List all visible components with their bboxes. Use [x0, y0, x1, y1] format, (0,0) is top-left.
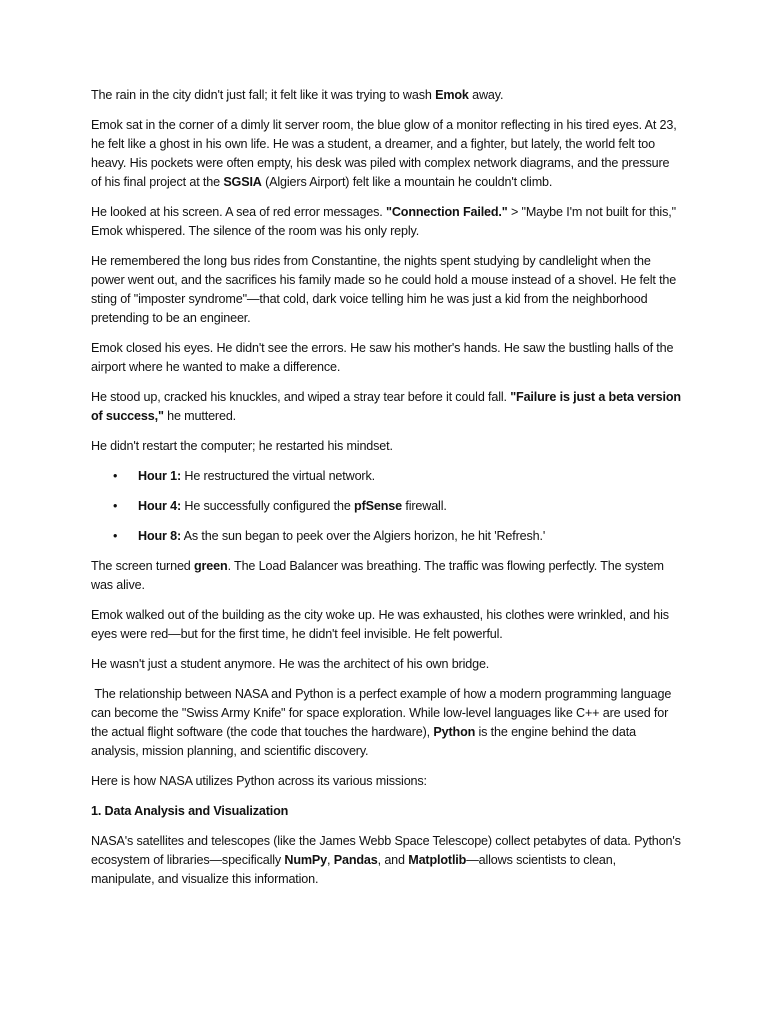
- paragraph-3: He looked at his screen. A sea of red error messages. "Connection Failed." > "Maybe I'm not built for this," Emok whispered. The silence of the room was his only reply.: [91, 205, 676, 238]
- list-item: • Hour 4: He successfully configured the pfSense firewall.: [91, 497, 681, 516]
- paragraph-14: NASA's satellites and telescopes (like the James Webb Space Telescope) collect petabytes of data. Python's ecosystem of libraries—specifically NumPy, Pandas, and Matplotlib—allows scientists to clean, manipulate, and visualize this information.: [91, 834, 681, 886]
- bold-numpy: NumPy: [284, 853, 328, 867]
- paragraph-11: The relationship between NASA and Python is a perfect example of how a modern programming language can become the "Swiss Army Knife" for space exploration. While low-level languages like C++ are used for the actual flight software (the code that touches the hardware), Python is the engine behind the data analysis, mission planning, and scientific discovery.: [91, 687, 675, 758]
- list-item: • Hour 1: He restructured the virtual network.: [91, 467, 681, 486]
- bold-connection-failed: "Connection Failed.": [386, 205, 508, 219]
- bold-pandas: Pandas: [333, 853, 378, 867]
- bullet-icon: •: [113, 529, 118, 543]
- bold-python: Python: [433, 725, 476, 739]
- paragraph-9: Emok walked out of the building as the city woke up. He was exhausted, his clothes were wrinkled, and his eyes were red—but for the first time, he didn't feel invisible. He felt powerful.: [91, 608, 669, 641]
- list-item: • Hour 8: As the sun began to peek over the Algiers horizon, he hit 'Refresh.': [91, 527, 681, 546]
- paragraph-12: Here is how NASA utilizes Python across its various missions:: [91, 774, 427, 788]
- paragraph-6: He stood up, cracked his knuckles, and wiped a stray tear before it could fall. "Failure is just a beta version of success," he muttered.: [91, 390, 681, 423]
- hour-list: [91, 467, 681, 546]
- section-heading: 1. Data Analysis and Visualization: [91, 804, 289, 818]
- bold-pfsense: pfSense: [354, 499, 402, 513]
- paragraph-7: He didn't restart the computer; he restarted his mindset.: [91, 439, 393, 453]
- paragraph-10: He wasn't just a student anymore. He was the architect of his own bridge.: [91, 657, 490, 671]
- paragraph-5: Emok closed his eyes. He didn't see the errors. He saw his mother's hands. He saw the bustling halls of the airport where he wanted to make a difference.: [91, 341, 674, 374]
- paragraph-2: Emok sat in the corner of a dimly lit server room, the blue glow of a monitor reflecting in his tired eyes. At 23, he felt like a ghost in his own life. He was a student, a dreamer, and a fighter, but lately, the world felt too heavy. His pockets were often empty, his desk was piled with complex network diagrams, and the pressure of his final project at the SGSIA (Algiers Airport) felt like a mountain he couldn't climb.: [91, 118, 677, 189]
- paragraph-4: He remembered the long bus rides from Constantine, the nights spent studying by candlelight when the power went out, and the sacrifices his family made so he could hold a mouse instead of a shovel. He felt the sting of "imposter syndrome"—that cold, dark voice telling him he was just a kid from the neighborhood pretending to be an engineer.: [91, 254, 677, 325]
- paragraph-1: The rain in the city didn't just fall; it felt like it was trying to wash Emok away.: [91, 88, 504, 102]
- bullet-icon: •: [113, 499, 118, 513]
- bullet-icon: •: [113, 469, 118, 483]
- bold-sgsia: SGSIA: [223, 175, 262, 189]
- paragraph-8: The screen turned green. The Load Balancer was breathing. The traffic was flowing perfectly. The system was alive.: [91, 559, 664, 592]
- list-item-label: Hour 1:: [138, 469, 182, 483]
- bold-matplotlib: Matplotlib: [408, 853, 467, 867]
- bold-green: green: [194, 559, 228, 573]
- list-item-label: Hour 8:: [138, 529, 182, 543]
- bold-quote: "Failure is just a beta version of success,": [91, 390, 681, 423]
- list-item-label: Hour 4:: [138, 499, 182, 513]
- bold-name: Emok: [435, 88, 469, 102]
- document-page: [91, 86, 681, 900]
